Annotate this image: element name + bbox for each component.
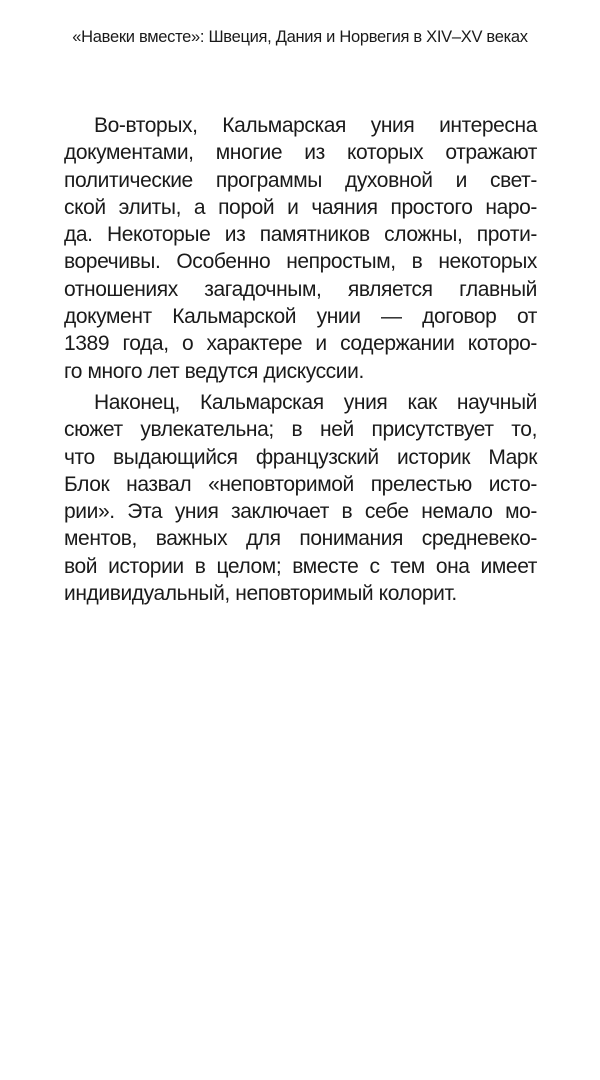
- text-line: да. Некоторые из памятников сложны, проти-: [64, 223, 537, 247]
- running-header: «Навеки вместе»: Швеция, Дания и Норвегия в XIV–XV веках: [72, 28, 528, 46]
- page-body: [64, 112, 537, 607]
- text-line: что выдающийся французский историк Марк: [64, 445, 537, 469]
- text-line: рии». Эта уния заключает в себе немало мо-: [64, 500, 537, 524]
- text-line: го много лет ведутся дискуссии.: [64, 359, 364, 383]
- text-line: политические программы духовной и свет-: [64, 168, 537, 192]
- text-line: Наконец, Кальмарская уния как научный: [94, 390, 537, 414]
- text-line: вой истории в целом; вместе с тем она имеет: [64, 554, 537, 578]
- text-line: документ Кальмарской унии — договор от: [64, 305, 537, 329]
- text-line: отношениях загадочным, является главный: [64, 277, 537, 301]
- text-line: Блок назвал «неповторимой прелестью исто-: [64, 472, 537, 496]
- text-line: воречивы. Особенно непростым, в некоторых: [64, 250, 537, 274]
- text-line: документами, многие из которых отражают: [64, 141, 537, 165]
- text-line: индивидуальный, неповторимый колорит.: [64, 582, 457, 606]
- text-line: ской элиты, а порой и чаяния простого наро-: [64, 195, 537, 219]
- text-line: Во-вторых, Кальмарская уния интересна: [94, 114, 537, 137]
- paragraph-2: [64, 389, 537, 607]
- text-line: 1389 года, о характере и содержании которо-: [64, 332, 537, 356]
- text-line: ментов, важных для понимания средневеко-: [64, 527, 537, 551]
- text-line: сюжет увлекательна; в ней присутствует то,: [64, 418, 537, 442]
- paragraph-1: [64, 112, 537, 385]
